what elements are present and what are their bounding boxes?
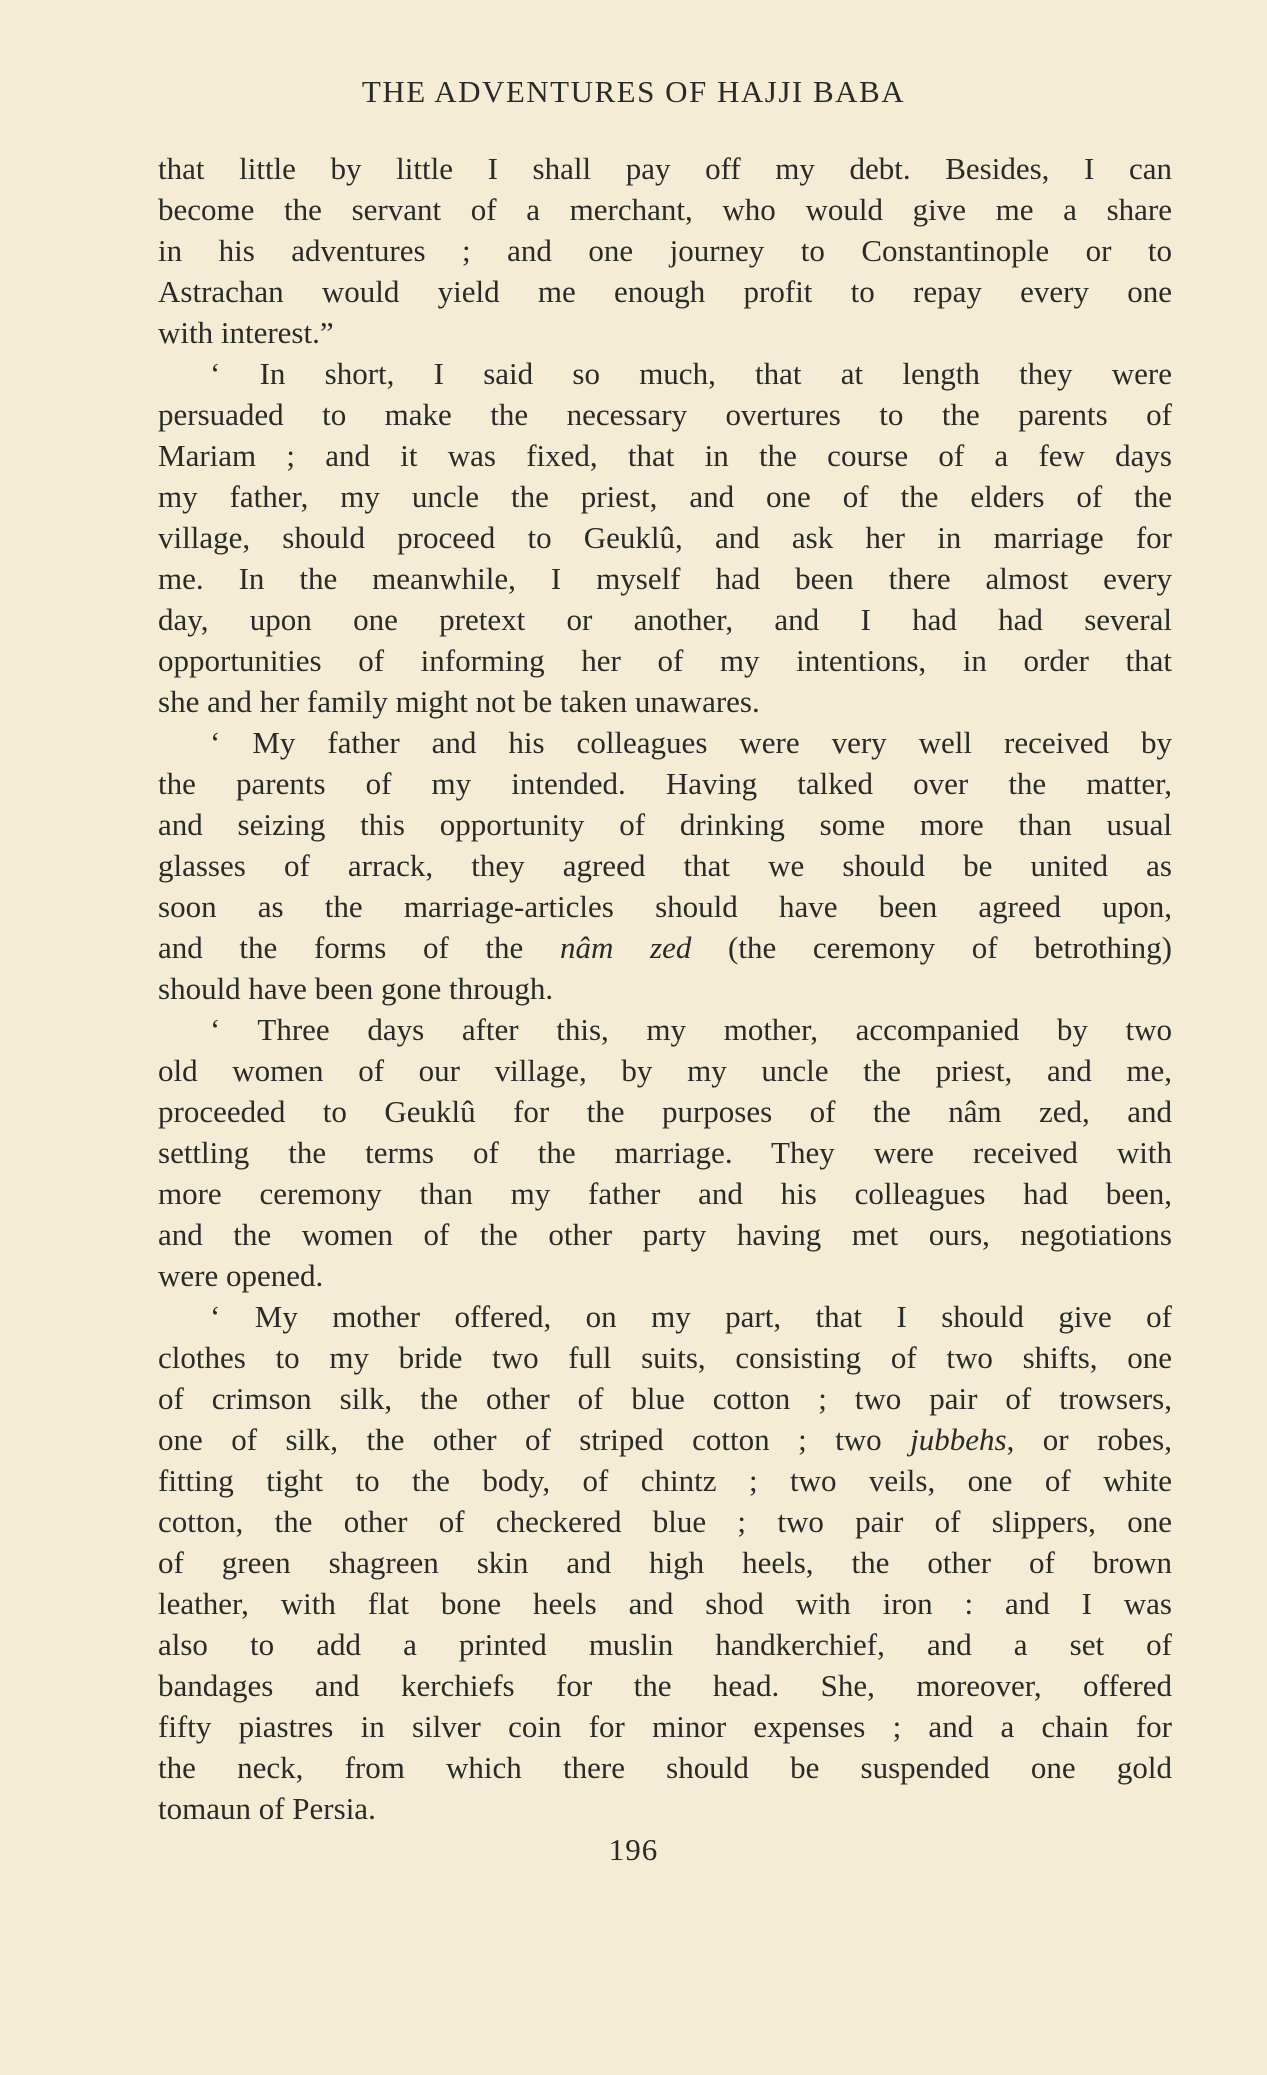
text-line: of green shagreen skin and high heels, the other of brown <box>158 1545 1172 1580</box>
text-line: should have been gone through. <box>158 971 554 1006</box>
text-line: ‘ Three days after this, my mother, accompanied by two <box>210 1012 1172 1047</box>
text-line: day, upon one pretext or another, and I had had several <box>158 602 1172 637</box>
text-segment: one of silk, the other of striped cotton ; two <box>158 1422 911 1457</box>
italic-term: jubbehs <box>910 1422 1007 1457</box>
text-line: tomaun of Persia. <box>158 1791 376 1826</box>
text-line: proceeded to Geuklû for the purposes of the nâm zed, and <box>158 1094 1172 1129</box>
text-line: were opened. <box>158 1258 324 1293</box>
text-line: and seizing this opportunity of drinking some more than usual <box>158 807 1172 842</box>
text-line: that little by little I shall pay off my debt. Besides, I can <box>158 151 1172 186</box>
page-number: 196 <box>608 1832 659 1867</box>
text-line: fitting tight to the body, of chintz ; two veils, one of white <box>158 1463 1172 1498</box>
text-segment: , or robes, <box>1006 1422 1172 1457</box>
text-line: soon as the marriage-articles should have been agreed upon, <box>158 889 1172 924</box>
text-line: Astrachan would yield me enough profit to repay every one <box>158 274 1172 309</box>
text-line: of crimson silk, the other of blue cotton ; two pair of trowsers, <box>158 1381 1172 1416</box>
text-line: more ceremony than my father and his colleagues had been, <box>158 1176 1172 1211</box>
text-line: ‘ In short, I said so much, that at length they were <box>210 356 1172 391</box>
text-line: and the women of the other party having met ours, negotiations <box>158 1217 1172 1252</box>
text-line: become the servant of a merchant, who would give me a share <box>158 192 1172 227</box>
text-line: cotton, the other of checkered blue ; two pair of slippers, one <box>158 1504 1172 1539</box>
italic-term: nâm zed <box>559 930 692 965</box>
text-line: old women of our village, by my uncle the priest, and me, <box>158 1053 1172 1088</box>
text-line: clothes to my bride two full suits, consisting of two shifts, one <box>158 1340 1172 1375</box>
text-line: fifty piastres in silver coin for minor expenses ; and a chain for <box>158 1709 1172 1744</box>
text-line: my father, my uncle the priest, and one of the elders of the <box>158 479 1172 514</box>
text-line: in his adventures ; and one journey to Constantinople or to <box>158 233 1172 268</box>
body-text <box>158 148 1172 1829</box>
text-line: opportunities of informing her of my intentions, in order that <box>158 643 1172 678</box>
text-line: me. In the meanwhile, I myself had been there almost every <box>158 561 1172 596</box>
text-line: she and her family might not be taken unawares. <box>158 684 760 719</box>
running-head: THE ADVENTURES OF HAJJI BABA <box>361 74 906 109</box>
text-line: bandages and kerchiefs for the head. She, moreover, offered <box>158 1668 1172 1703</box>
text-line: village, should proceed to Geuklû, and ask her in marriage for <box>158 520 1172 555</box>
text-line: ‘ My mother offered, on my part, that I should give of <box>210 1299 1172 1334</box>
text-line: leather, with flat bone heels and shod with iron : and I was <box>158 1586 1172 1621</box>
text-line <box>158 927 1172 968</box>
text-line: the parents of my intended. Having talked over the matter, <box>158 766 1172 801</box>
text-segment: and the forms of the <box>158 930 560 965</box>
text-line: Mariam ; and it was fixed, that in the course of a few days <box>158 438 1172 473</box>
text-line <box>158 1419 1172 1460</box>
text-line: also to add a printed muslin handkerchief, and a set of <box>158 1627 1172 1662</box>
text-line: ‘ My father and his colleagues were very well received by <box>210 725 1172 760</box>
text-line: the neck, from which there should be suspended one gold <box>158 1750 1172 1785</box>
text-line: with interest.” <box>158 315 334 350</box>
text-line: settling the terms of the marriage. They were received with <box>158 1135 1172 1170</box>
text-segment: (the ceremony of betrothing) <box>691 930 1172 965</box>
text-line: persuaded to make the necessary overtures to the parents of <box>158 397 1172 432</box>
text-line: glasses of arrack, they agreed that we should be united as <box>158 848 1172 883</box>
